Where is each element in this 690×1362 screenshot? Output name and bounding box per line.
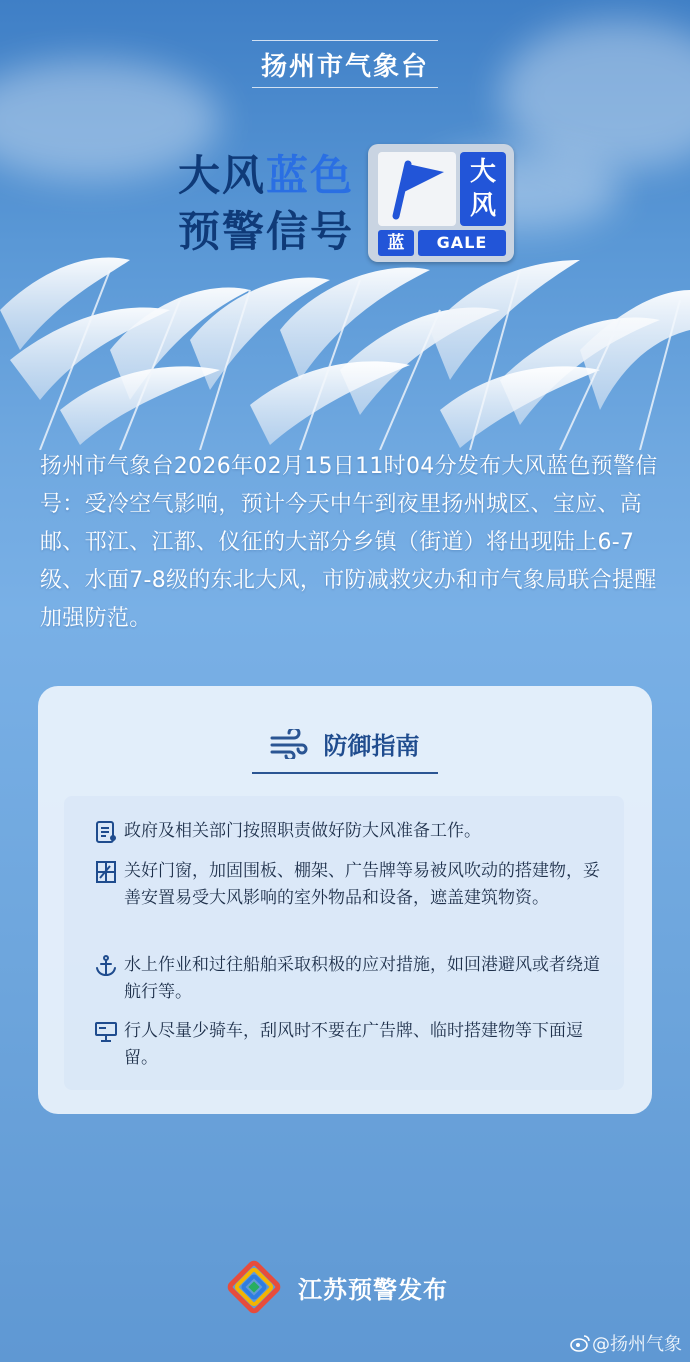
org-name: 扬州市气象台: [260, 51, 429, 82]
anchor-icon: [94, 954, 118, 978]
guide-item: [94, 1018, 614, 1072]
guide-item-text: 关好门窗，加固围板、棚架、广告牌等易被风吹动的搭建物，妥善安置易受大风影响的室外物品和设备，遮盖建筑物资。: [124, 861, 600, 908]
flag-icon: [378, 152, 456, 226]
signal-level: 蓝: [378, 230, 414, 256]
jiangsu-warning-logo-icon: [224, 1257, 284, 1317]
wind-icon: [270, 729, 308, 759]
announcement-text: 扬州市气象台2026年02月15日11时04分发布大风蓝色预警信号：受冷空气影响，预计今天中午到夜里扬州城区、宝应、高邮、邗江、江都、仪征的大部分乡镇（街道）将出现陆上6-7级、水面7-8级的东北大风，市防减救灾办和市气象局联合提醒加强防范。: [40, 454, 658, 631]
footer-brand-text: 江苏预警发布: [298, 1275, 448, 1304]
guide-title-text: 防御指南: [323, 732, 420, 760]
gale-signal-icon: [368, 144, 514, 262]
weibo-icon: [570, 1334, 590, 1352]
signal-label: GALE: [418, 230, 506, 256]
watermark: [570, 1330, 682, 1356]
window-icon: [94, 860, 118, 884]
guide-item: [94, 858, 614, 912]
guide-item: [94, 818, 614, 848]
billboard-icon: [94, 1020, 118, 1044]
header-org-bar: [252, 40, 438, 88]
guide-item-text: 水上作业和过往船舶采取积极的应对措施，如回港避风或者绕道航行等。: [124, 955, 600, 1002]
guide-item: [94, 952, 614, 1006]
cloud: [500, 20, 690, 170]
signal-char-bottom: 风: [469, 191, 496, 221]
guide-title: [38, 726, 652, 761]
title-signal: 预警信号: [178, 207, 355, 256]
guide-item-text: 行人尽量少骑车，刮风时不要在广告牌、临时搭建物等下面逗留。: [124, 1021, 583, 1068]
reeds-illustration: [0, 230, 690, 450]
title-gale: 大风: [178, 151, 267, 200]
title-blue: 蓝色: [266, 151, 355, 200]
footer-brand: [224, 1252, 448, 1322]
guide-list: [64, 796, 624, 1090]
signal-char-box: [460, 152, 506, 226]
guide-title-underline: [252, 772, 438, 774]
document-list-icon: [94, 820, 118, 844]
warning-title: [178, 148, 354, 260]
guide-item-text: 政府及相关部门按照职责做好防大风准备工作。: [124, 821, 481, 841]
guide-card: [38, 686, 652, 1114]
signal-char-top: 大: [469, 157, 496, 187]
watermark-text: @扬州气象: [592, 1334, 682, 1355]
